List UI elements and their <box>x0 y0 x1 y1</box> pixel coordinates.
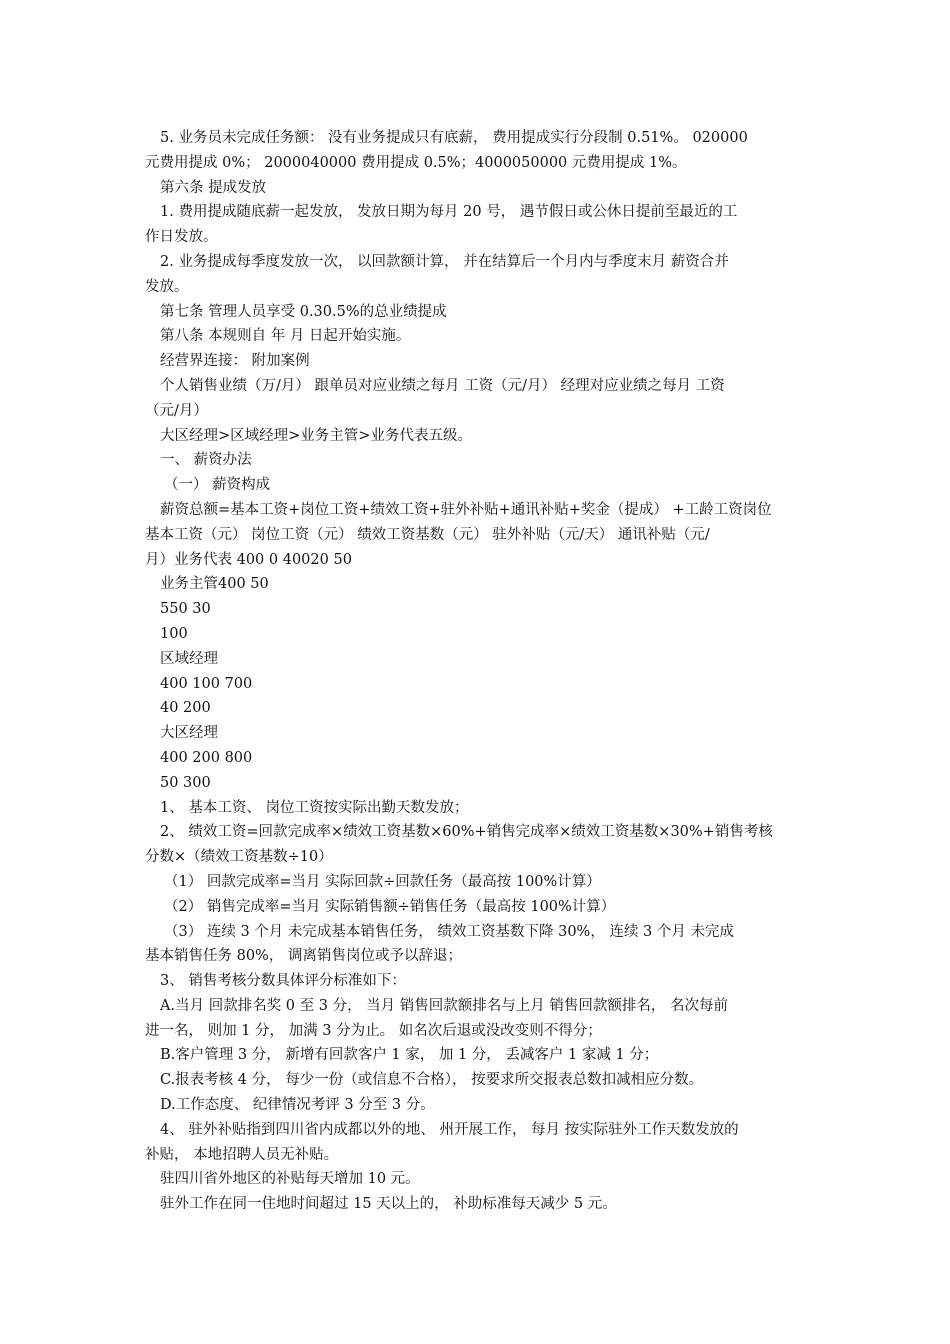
text-line: 1. 费用提成随底薪一起发放， 发放日期为每月 20 号， 遇节假日或公休日提前至最近的工 <box>160 204 738 221</box>
text-line: 基本销售任务 80%， 调离销售岗位或予以辞退； <box>145 948 462 965</box>
text-line: 400 100 700 <box>160 675 253 692</box>
text-line: A.当月 回款排名奖 0 至 3 分， 当月 销售回款额排名与上月 销售回款额排名， 名次每前 <box>160 997 729 1014</box>
text-line: 区域经理 <box>160 650 218 667</box>
text-line: 驻四川省外地区的补贴每天增加 10 元。 <box>160 1171 420 1188</box>
text-line: 分数×（绩效工资基数÷10） <box>145 849 333 866</box>
text-line: 第七条 管理人员享受 0.30.5%的总业绩提成 <box>160 303 447 320</box>
text-line: 第六条 提成发放 <box>160 179 267 196</box>
text-line: 1、 基本工资、 岗位工资按实际出勤天数发放； <box>160 799 469 816</box>
text-line: 100 <box>160 625 188 642</box>
text-line: 4、 驻外补贴指到四川省内成都以外的地、 州开展工作， 每月 按实际驻外工作天数发放的 <box>160 1121 739 1138</box>
text-line: 第八条 本规则自 年 月 日起开始实施。 <box>160 328 411 345</box>
text-line: （1） 回款完成率=当月 实际回款÷回款任务（最高按 100%计算） <box>164 873 601 890</box>
text-line: 3、 销售考核分数具体评分标准如下： <box>160 973 406 990</box>
text-line: 基本工资（元） 岗位工资（元） 绩效工资基数（元） 驻外补贴（元/天） 通讯补贴（元/ <box>145 526 710 543</box>
text-line: 50 300 <box>160 774 211 791</box>
text-line: 个人销售业绩（万/月） 跟单员对应业绩之每月 工资（元/月） 经理对应业绩之每月 工资 <box>160 377 725 394</box>
text-line: 2. 业务提成每季度发放一次， 以回款额计算， 并在结算后一个月内与季度末月 薪资合并 <box>160 253 729 270</box>
text-line: 大区经理 <box>160 725 218 742</box>
text-line: 550 30 <box>160 601 211 618</box>
text-line: 40 200 <box>160 700 211 717</box>
text-line: （3） 连续 3 个月 未完成基本销售任务， 绩效工资基数下降 30%， 连续 3 个月 未完成 <box>164 923 734 940</box>
text-line: 400 200 800 <box>160 749 253 766</box>
text-line: 业务主管400 50 <box>160 576 269 593</box>
text-line: （一） 薪资构成 <box>164 477 271 494</box>
text-line: B.客户管理 3 分， 新增有回款客户 1 家， 加 1 分， 丢减客户 1 家减 1 分； <box>160 1047 659 1064</box>
text-line: 发放。 <box>145 278 189 295</box>
text-line: 进一名， 则加 1 分， 加满 3 分为止。 如名次后退或没改变则不得分； <box>145 1022 602 1039</box>
text-line: 驻外工作在同一住地时间超过 15 天以上的， 补助标准每天减少 5 元。 <box>160 1196 617 1213</box>
text-line: 一、 薪资办法 <box>160 452 252 469</box>
text-line: 5. 业务员未完成任务额： 没有业务提成只有底薪， 费用提成实行分段制 0.51%。 020000 <box>160 130 748 146</box>
text-line: 作日发放。 <box>145 229 218 246</box>
text-line: 元费用提成 0%； 2000040000 费用提成 0.5%；4000050000 元费用提成 1%。 <box>145 154 687 171</box>
text-line: （2） 销售完成率=当月 实际销售额÷销售任务（最高按 100%计算） <box>164 898 616 915</box>
text-line: 补贴， 本地招聘人员无补贴。 <box>145 1146 339 1163</box>
document-body <box>145 126 810 1217</box>
text-line: 2、 绩效工资=回款完成率×绩效工资基数×60%+销售完成率×绩效工资基数×30%+销售考核 <box>160 824 773 841</box>
text-line: 月）业务代表 400 0 40020 50 <box>145 551 352 568</box>
text-line: D.工作态度、 纪律情况考评 3 分至 3 分。 <box>160 1097 435 1114</box>
text-line: 大区经理>区域经理>业务主管>业务代表五级。 <box>160 427 472 444</box>
text-line: （元/月） <box>145 402 208 419</box>
text-line: 薪资总额=基本工资+岗位工资+绩效工资+驻外补贴+通讯补贴+奖金（提成） +工龄工资岗位 <box>160 501 772 518</box>
text-line: 经营界连接： 附加案例 <box>160 353 310 370</box>
text-line: C.报表考核 4 分， 每少一份（或信息不合格）， 按要求所交报表总数扣减相应分数。 <box>160 1072 704 1089</box>
